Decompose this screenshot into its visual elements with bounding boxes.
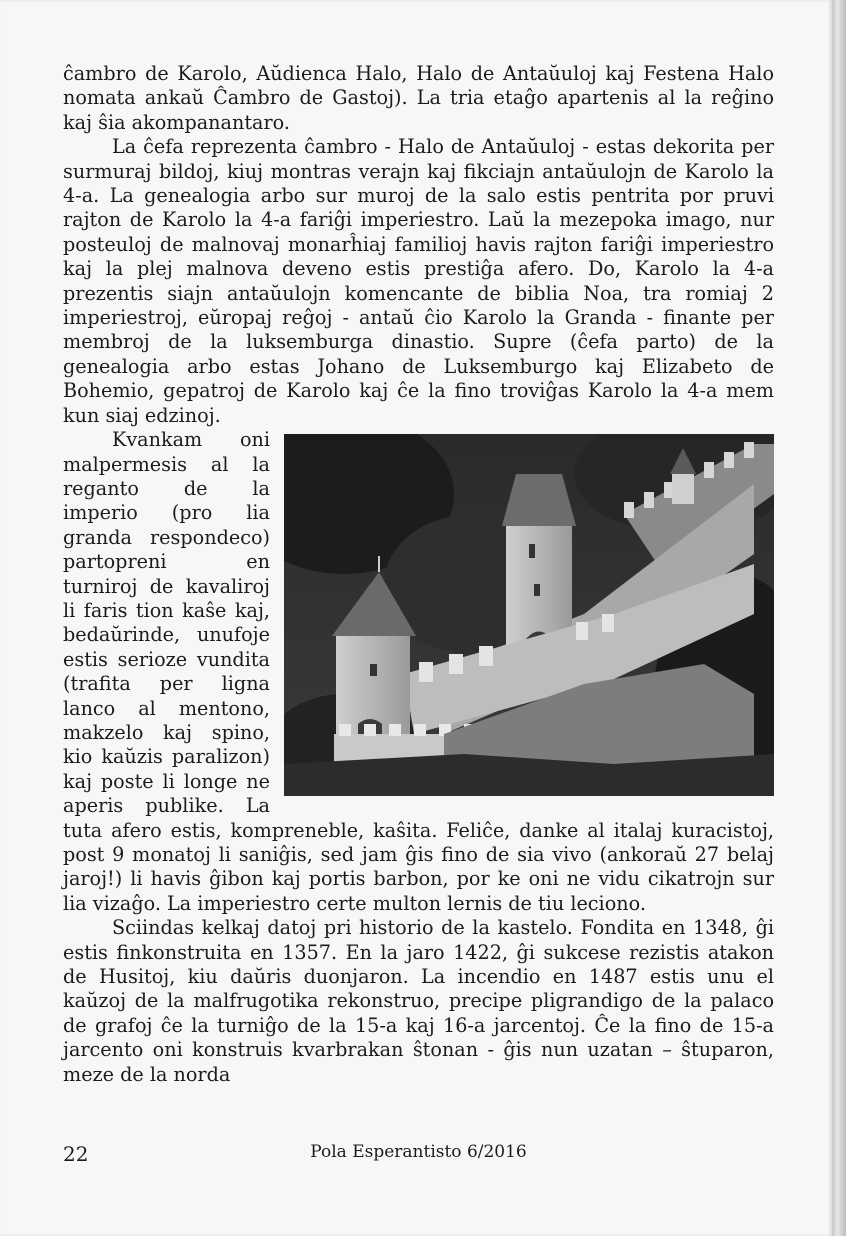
page-edge (832, 0, 846, 1236)
article-body (63, 62, 774, 1087)
page-number: 22 (63, 1142, 89, 1166)
journal-name: Pola Esperantisto 6/2016 (310, 1142, 527, 1162)
paragraph-1: ĉambro de Karolo, Aŭdienca Halo, Halo de Antaŭuloj kaj Festena Halo nomata ankaŭ Ĉambro de Gastoj). La tria etaĝo apartenis al la reĝino kaj ŝia akompanantaro. (63, 62, 774, 134)
page-footer (63, 1142, 774, 1168)
paragraph-4: Sciindas kelkaj datoj pri historio de la kastelo. Fondita en 1348, ĝi estis finkonstruita en 1357. En la jaro 1422, ĝi sukcese rezistis atakon de Husitoj, kiu daŭris duonjaron. La incendio en 1487 estis unu el kaŭzoj de la malfrugotika rekonstruo, precipe pligrandigo de la palaco de grafoj ĉe la turniĝo de la 15-a kaj 16-a jarcentoj. Ĉe la fino de 15-a jarcento oni konstruis kvarbrakan ŝtonan - ĝis nun uzatan – ŝtuparon, meze de la norda (63, 916, 774, 1086)
castle-photo (284, 434, 774, 796)
paragraph-2: La ĉefa reprezenta ĉambro - Halo de Antaŭuloj - estas dekorita per surmuraj bildoj, kiuj montras verajn kaj fikciajn antaŭulojn de Karolo la 4-a. La genealogia arbo sur muroj de la salo estis pentrita por pruvi rajton de Karolo la 4-a fariĝi imperiestro. Laŭ la mezepoka imago, nur posteuloj de malnovaj monarĥiaj familioj havis rajton fariĝi imperiestro kaj la plej malnova deveno estis prestiĝa afero. Do, Karolo la 4-a prezentis siajn antaŭulojn komencante de biblia Noa, tra romiaj 2 imperiestroj, eŭropaj reĝoj - antaŭ ĉio Karolo la Granda - finante per membroj de la luksemburga dinastio. Supre (ĉefa parto) de la genealogia arbo estas Johano de Luksemburgo kaj Elizabeto de Bohemio, gepatroj de Karolo kaj ĉe la fino troviĝas Karolo la 4-a mem kun siaj edzinoj. (63, 135, 774, 427)
paragraph-3: Kvankam oni malpermesis al la reganto de la imperio (pro lia granda respondeco) partopreni en turniroj de kavaliroj li faris tion kaŝe kaj, bedaŭrinde, unufoje estis serioze vundita (trafita per ligna lanco al mentono, makzelo kaj spino, kio kaŭzis paralizon) kaj poste li longe ne aperis publike. La tuta afero estis, kompreneble, kaŝita. Feliĉe, danke al italaj kuracistoj, post 9 monatoj li saniĝis, sed jam ĝis fino de sia vivo (ankoraŭ 27 belaj jaroj!) li havis ĝibon kaj portis barbon, por ke oni ne vidu cikatrojn sur lia vizaĝo. La imperiestro certe multon lernis de tiu leciono. (63, 428, 774, 915)
